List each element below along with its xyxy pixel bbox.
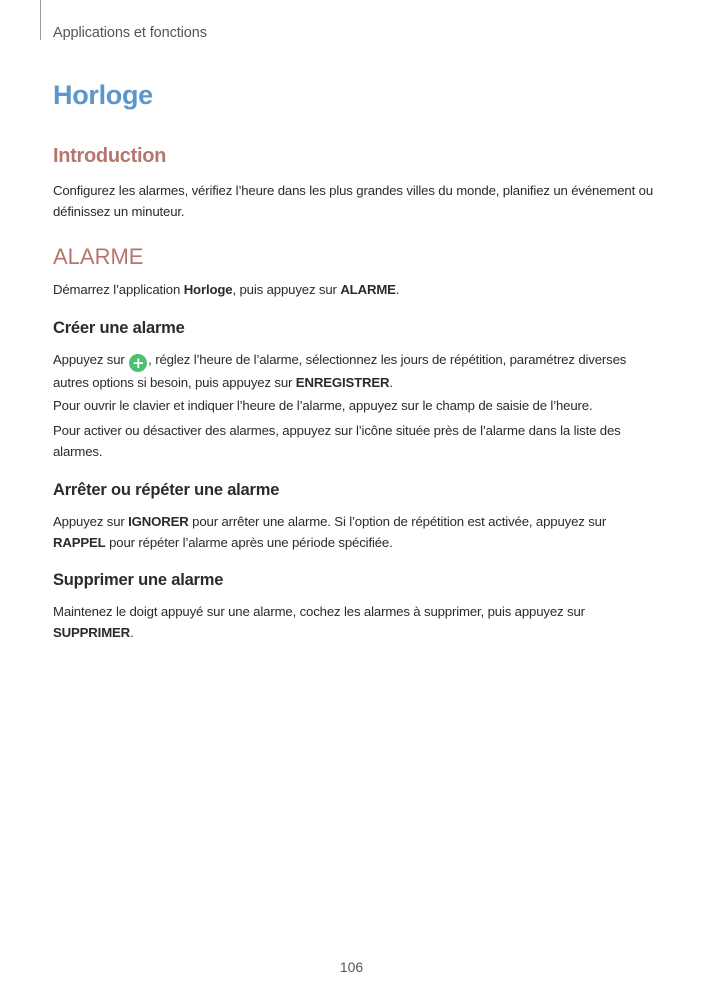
stop-p-before: Appuyez sur bbox=[53, 514, 129, 529]
subsection-title-stop-repeat-alarm: Arrêter ou répéter une alarme bbox=[53, 481, 280, 499]
delete-p-before: Maintenez le doigt appuyé sur une alarme, cochez les alarmes à supprimer, puis appuyez sur bbox=[53, 604, 585, 619]
alarme-intro-before: Démarrez l’application bbox=[53, 282, 184, 297]
subsection-title-create-alarm: Créer une alarme bbox=[53, 319, 185, 337]
create-p1-before: Appuyez sur bbox=[53, 352, 129, 367]
create-alarm-keyboard-tip: Pour ouvrir le clavier et indiquer l’heure de l’alarme, appuyez sur le champ de saisie de l’heure. bbox=[53, 398, 593, 413]
stop-p-middle: pour arrêter une alarme. Si l’option de répétition est activée, appuyez sur bbox=[188, 514, 607, 529]
button-name-enregistrer: ENREGISTRER bbox=[295, 375, 390, 390]
button-name-rappel: RAPPEL bbox=[53, 535, 106, 550]
create-alarm-toggle-tip: Pour activer ou désactiver des alarmes, appuyez sur l’icône située près de l’alarme dans la liste des alarmes. bbox=[53, 423, 621, 459]
button-name-ignorer: IGNORER bbox=[128, 514, 189, 529]
subsection-title-delete-alarm: Supprimer une alarme bbox=[53, 571, 224, 589]
app-name-horloge: Horloge bbox=[183, 282, 233, 297]
create-p1-middle: , réglez l’heure de l’alarme, sélectionnez les jours de répétition, paramétrez diverses autres options si besoin, puis appuyez sur bbox=[53, 352, 627, 390]
page-title: Horloge bbox=[53, 80, 153, 110]
create-alarm-instructions bbox=[53, 349, 653, 393]
introduction-text: Configurez les alarmes, vérifiez l’heure dans les plus grandes villes du monde, planifiez un événement ou définissez un minuteur. bbox=[53, 183, 654, 219]
alarme-intro-after: . bbox=[395, 282, 400, 297]
section-title-alarme: ALARME bbox=[53, 244, 144, 269]
header-divider bbox=[40, 0, 41, 40]
page-number: 106 bbox=[339, 959, 364, 975]
tab-name-alarme: ALARME bbox=[340, 282, 396, 297]
delete-p-after: . bbox=[130, 625, 134, 640]
alarme-intro-text bbox=[53, 279, 653, 300]
alarme-intro-middle: , puis appuyez sur bbox=[232, 282, 341, 297]
plus-circle-icon: + bbox=[129, 354, 147, 372]
delete-alarm-instructions bbox=[53, 601, 653, 643]
breadcrumb: Applications et fonctions bbox=[53, 25, 207, 41]
stop-p-after: pour répéter l’alarme après une période spécifiée. bbox=[105, 535, 393, 550]
button-name-supprimer: SUPPRIMER bbox=[53, 625, 131, 640]
section-title-introduction: Introduction bbox=[53, 145, 167, 167]
stop-alarm-instructions bbox=[53, 511, 653, 553]
create-p1-after: . bbox=[389, 375, 393, 390]
